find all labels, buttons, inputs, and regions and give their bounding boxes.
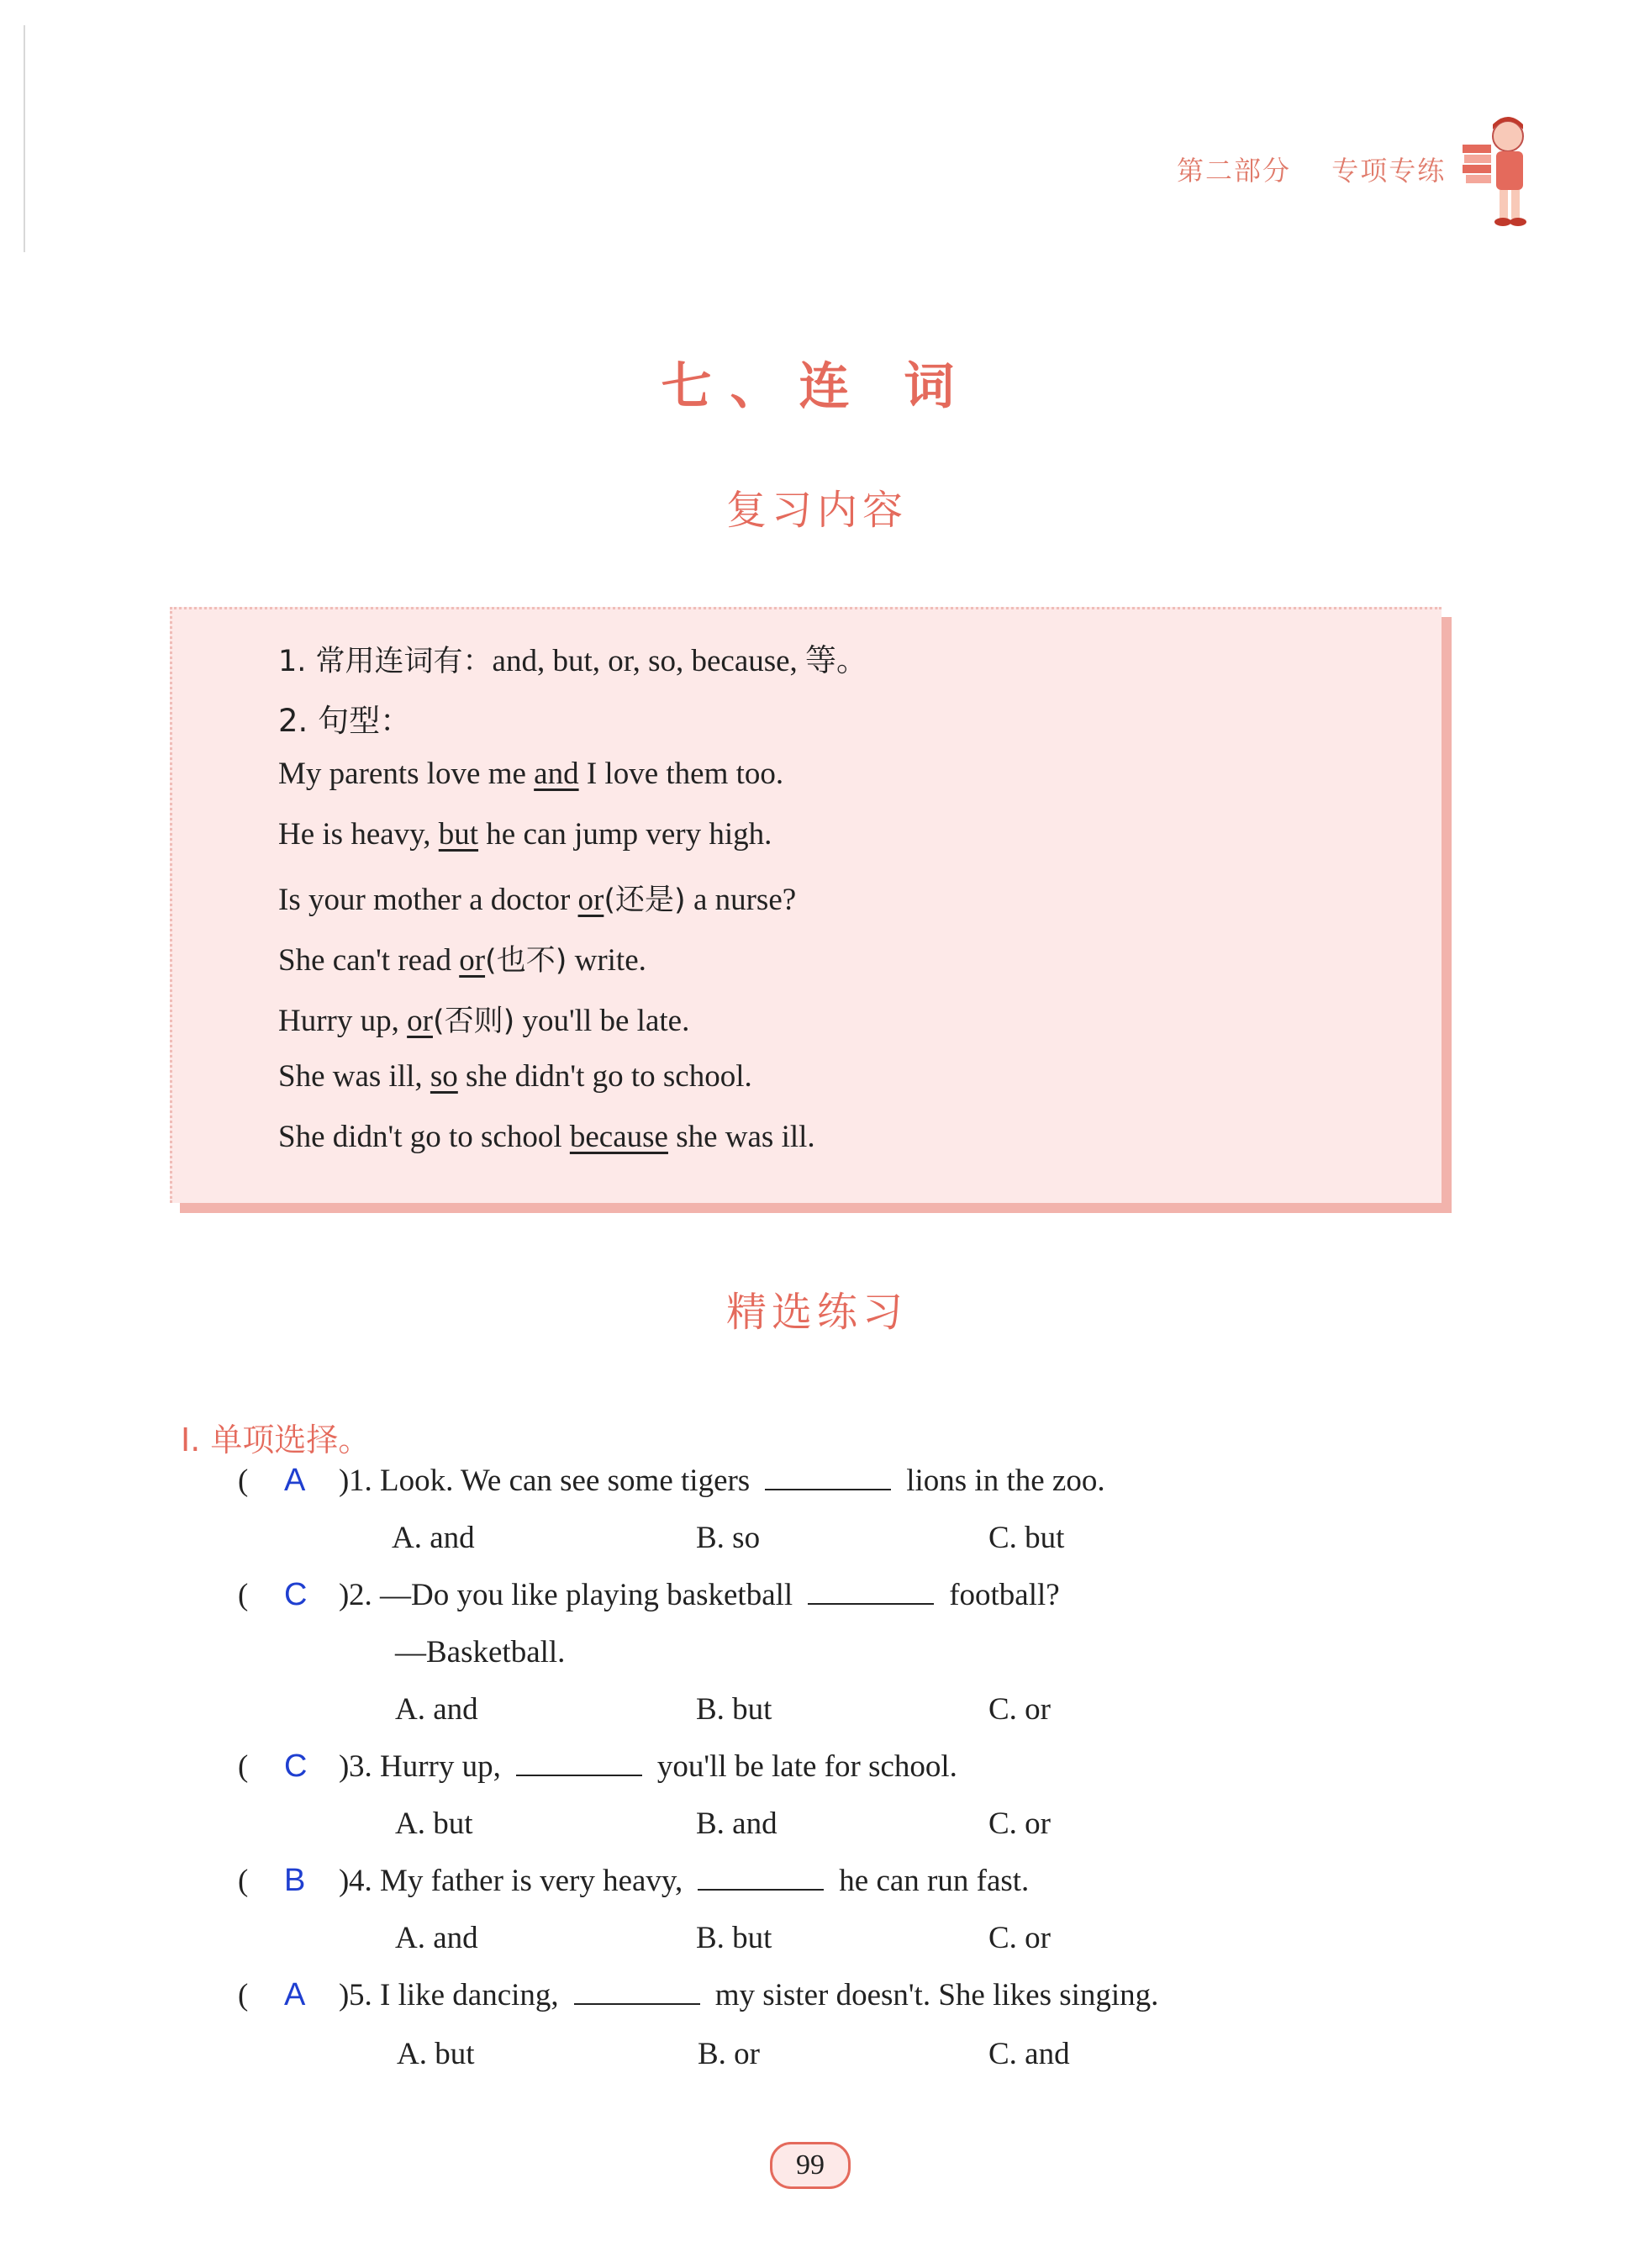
right-paren: )	[339, 1464, 350, 1498]
answer-4: B	[284, 1863, 306, 1898]
q5-option-c: C. and	[988, 2037, 1070, 2071]
header-part: 第二部分	[1177, 155, 1292, 187]
question-1: ( A ) 1. Look. We can see some tigers lions in the zoo.	[238, 1463, 1105, 1498]
question-4: ( B ) 4. My father is very heavy, he can run fast.	[238, 1863, 1030, 1898]
answer-3: C	[284, 1748, 308, 1784]
answer-blank[interactable]	[574, 1980, 700, 2005]
q3-option-c: C. or	[988, 1806, 1051, 1841]
header-section: 专项专练	[1331, 155, 1447, 187]
answer-blank[interactable]	[808, 1580, 934, 1605]
review-box	[170, 607, 1442, 1203]
q4-option-c: C. or	[988, 1921, 1051, 1955]
question-3: ( C ) 3. Hurry up, you'll be late for school.	[238, 1748, 957, 1784]
example-sentence-3: Is your mother a doctor or(还是) a nurse?	[278, 883, 797, 917]
example-sentence-1: My parents love me and I love them too.	[278, 757, 784, 791]
q5-option-b: B. or	[698, 2037, 760, 2071]
page-number: 99	[770, 2142, 851, 2189]
q1-option-c: C. but	[988, 1521, 1065, 1555]
answer-2: C	[284, 1577, 308, 1612]
question-5: ( A ) 5. I like dancing, my sister doesn't. She likes singing.	[238, 1977, 1159, 2012]
answer-5: A	[284, 1977, 306, 2012]
page-title: 七、连 词	[661, 357, 973, 416]
q3-option-a: A. but	[395, 1806, 473, 1841]
question-2: ( C ) 2. —Do you like playing basketball football?	[238, 1577, 1060, 1612]
answer-blank[interactable]	[765, 1465, 891, 1490]
answer-blank[interactable]	[698, 1865, 824, 1891]
q4-option-a: A. and	[395, 1921, 478, 1955]
example-sentence-2: He is heavy, but he can jump very high.	[278, 817, 772, 852]
q2-option-c: C. or	[988, 1692, 1051, 1727]
part-1-heading: Ⅰ. 单项选择。	[181, 1421, 371, 1458]
practice-section-title: 精选练习	[725, 1289, 908, 1336]
example-sentence-7: She didn't go to school because she was ill.	[278, 1120, 815, 1154]
example-sentence-4: She can't read or(也不) write.	[278, 943, 646, 978]
answer-1: A	[284, 1463, 306, 1498]
q2-option-a: A. and	[395, 1692, 478, 1727]
q1-option-a: A. and	[392, 1521, 475, 1555]
q2-reply: —Basketball.	[395, 1635, 566, 1669]
mascot-reading-illustration	[1461, 111, 1536, 229]
q1-option-b: B. so	[696, 1521, 761, 1555]
page-edge-line	[24, 25, 25, 252]
example-sentence-5: Hurry up, or(否则) you'll be late.	[278, 1004, 690, 1038]
review-line-2: 2. 句型：	[278, 703, 412, 739]
q3-option-b: B. and	[696, 1806, 777, 1841]
answer-blank[interactable]	[516, 1751, 642, 1776]
q2-option-b: B. but	[696, 1692, 772, 1727]
running-header	[1177, 150, 1476, 188]
q4-option-b: B. but	[696, 1921, 772, 1955]
left-paren: (	[238, 1464, 249, 1498]
review-section-title: 复习内容	[725, 487, 908, 534]
example-sentence-6: She was ill, so she didn't go to school.	[278, 1059, 752, 1094]
q5-option-a: A. but	[397, 2037, 475, 2071]
review-line-1: 1. 常用连词有：and, but, or, so, because, 等。	[278, 644, 868, 678]
